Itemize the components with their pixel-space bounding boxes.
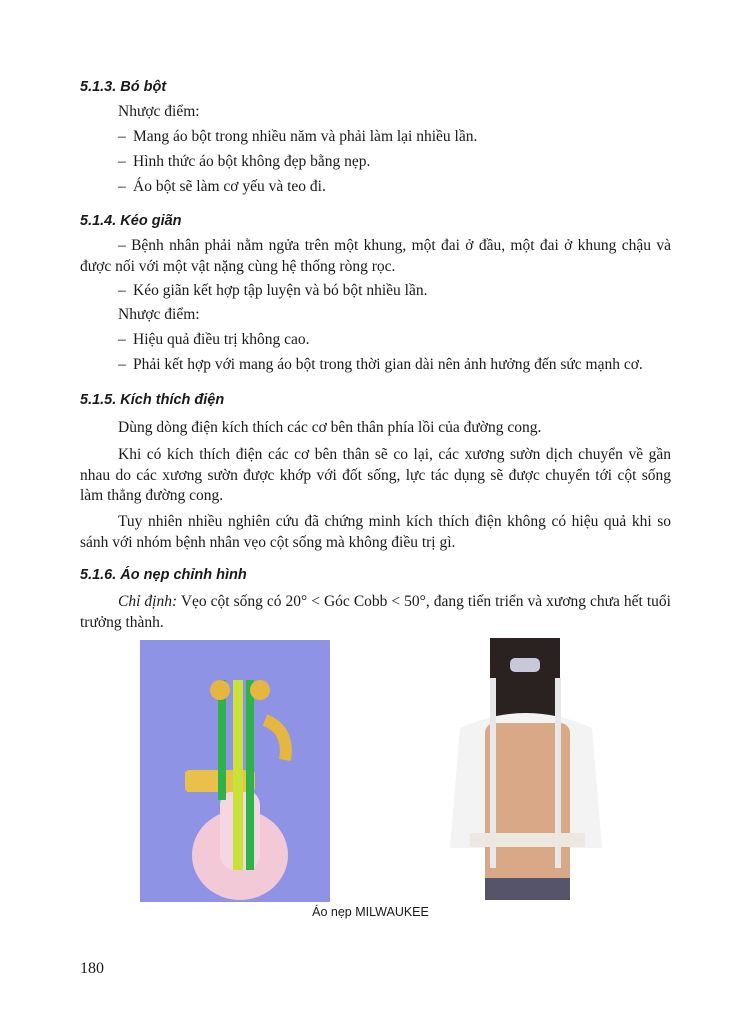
list-item: – Hình thức áo bột không đẹp bằng nẹp. — [118, 153, 371, 170]
brace-photo-front — [140, 640, 330, 902]
list-item: – Phải kết hợp với mang áo bột trong thời gian dài nên ảnh hưởng đến sức mạnh cơ. — [118, 356, 643, 373]
paragraph: Tuy nhiên nhiều nghiên cứu đã chứng minh kích thích điện không có hiệu quả khi so sánh với nhóm bệnh nhân vẹo cột sống mà không điều trị gì. — [80, 513, 671, 551]
section-heading-5-1-4: 5.1.4. Kéo giãn — [80, 213, 182, 229]
section-heading-5-1-3: 5.1.3. Bó bột — [80, 79, 167, 95]
section-heading-5-1-6: 5.1.6. Áo nẹp chỉnh hình — [80, 567, 247, 583]
paragraph: Khi có kích thích điện các cơ bên thân sẽ co lại, các xương sườn dịch chuyển về gần nhau do các xương sườn được khớp với đốt sống, lực tác dụng sẽ được chuyển tới cột sống làm thẳng đường cong. — [80, 446, 671, 504]
paragraph-indication: Chỉ định: Vẹo cột sống có 20° < Góc Cobb < 50°, đang tiến triển và xương chưa hết tuổi trưởng thành. — [80, 593, 671, 631]
section-heading-5-1-5: 5.1.5. Kích thích điện — [80, 392, 225, 408]
list-item: – Hiệu quả điều trị không cao. — [118, 331, 310, 348]
figure-caption: Áo nẹp MILWAUKEE — [312, 905, 429, 919]
list-item: – Áo bột sẽ làm cơ yếu và teo đi. — [118, 178, 326, 195]
page-number: 180 — [80, 960, 104, 977]
list-item: – Mang áo bột trong nhiều năm và phải làm lại nhiều lần. — [118, 128, 478, 145]
paragraph: Dùng dòng điện kích thích các cơ bên thân phía lồi của đường cong. — [118, 419, 542, 436]
label-drawbacks: Nhược điểm: — [118, 103, 200, 120]
label-drawbacks: Nhược điểm: — [118, 306, 200, 323]
brace-photo-back — [440, 638, 612, 900]
paragraph: – Bệnh nhân phải nằm ngửa trên một khung, một đai ở đầu, một đai ở khung chậu và được nối với một vật nặng cùng hệ thống ròng rọc. — [80, 237, 671, 275]
list-item: – Kéo giãn kết hợp tập luyện và bó bột nhiều lần. — [118, 282, 428, 299]
